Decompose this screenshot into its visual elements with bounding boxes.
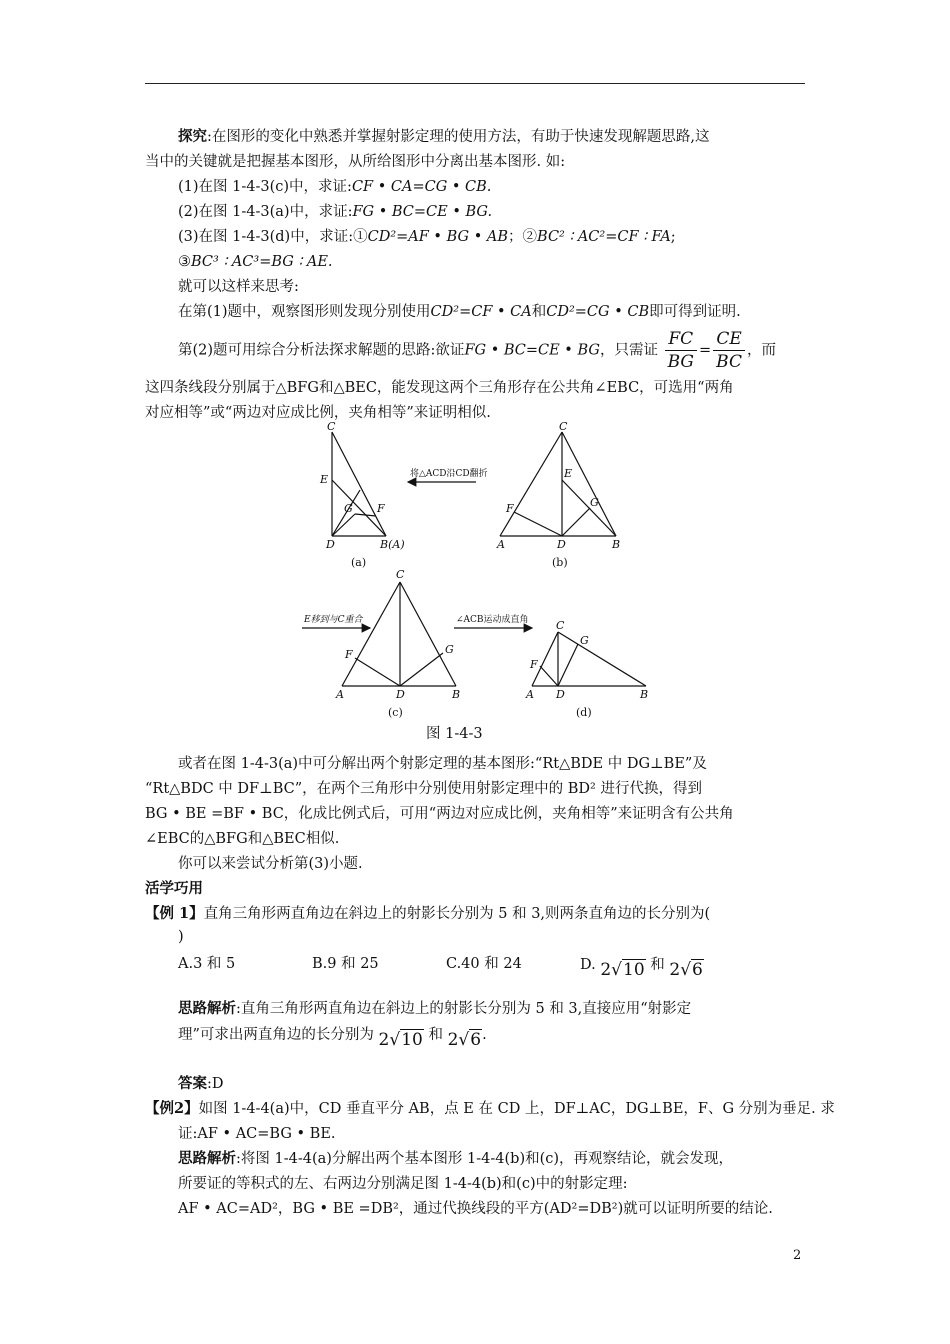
answer-2: 第(2)题可用综合分析法探求解题的思路:欲证FG • BC=CE • BG，只需证 $\frac{FC}{BG}$ = $\frac{CE}{BC}$ ，而 (178, 329, 776, 372)
label-d-c: C (556, 619, 565, 632)
label-b-e: E (564, 467, 573, 480)
answer-2-line-3: 对应相等”或“两边对应成比例，夹角相等”来证明相似. (145, 405, 491, 421)
label-c-d: D (396, 688, 405, 701)
sub-figure-b (500, 432, 616, 536)
arrow-c-label: E移到与C重合 (304, 615, 363, 625)
think-line: 就可以这样来思考: (178, 279, 299, 295)
example-2-tag: 【例2】 (145, 1100, 199, 1117)
example-2-solution-1: 思路解析:将图 1-4-4(a)分解出两个基本图形 1-4-4(b)和(c)，再观察结论，就会发现， (178, 1150, 734, 1167)
example-1-question-end: ) (178, 929, 184, 945)
label-d-a: A (526, 688, 534, 701)
fraction-fc-bg: $\frac{FC}{BG}$ (665, 328, 697, 373)
option-a: A.3 和 5 (178, 956, 236, 972)
label-d-g: G (580, 634, 589, 647)
label-b-a: A (497, 538, 505, 551)
arrow-ab-label: 将△ACD沿CD翻折 (410, 469, 488, 479)
answer-2-line-2: 这四条线段分别属于△BFG和△BEC，能发现这两个三角形存在公共角∠EBC，可选用“两角 (145, 380, 734, 396)
page-number: 2 (793, 1248, 802, 1263)
option-b: B.9 和 25 (312, 956, 379, 972)
question-2: (2)在图 1-4-3(a)中，求证:FG • BC=CE • BG. (178, 204, 493, 220)
explore-label: 探究 (178, 128, 207, 145)
sub-figure-d (532, 632, 646, 686)
label-c-c: C (396, 568, 405, 581)
sub-label-c: (c) (388, 706, 403, 719)
sub-label-d: (d) (576, 706, 592, 719)
label-c-b: B (452, 688, 461, 701)
figure-1-4-3 (300, 420, 670, 730)
alt-line-3: BG • BE =BF • BC，化成比例式后，可用“两边对应成比例，夹角相等”来证明含有公共角 (145, 806, 734, 822)
answer-1: 在第(1)题中，观察图形则发现分别使用CD²=CF • CA和CD²=CG • CB即可得到证明. (178, 304, 741, 320)
alt-line-4: ∠EBC的△BFG和△BEC相似. (145, 831, 340, 847)
example-2-question-1: 【例2】如图 1-4-4(a)中，CD 垂直平分 AB，点 E 在 CD 上，DF⊥AC，DG⊥BE，F、G 分别为垂足. 求 (145, 1100, 835, 1117)
option-c: C.40 和 24 (446, 956, 522, 972)
label-a-f: F (377, 502, 385, 515)
example-1-question: 【例 1】直角三角形两直角边在斜边上的射影长分别为 5 和 3,则两条直角边的长分别为( (145, 905, 711, 922)
example-2-question-2: 证:AF • AC=BG • BE. (178, 1126, 336, 1142)
example-2-solution-2: 所要证的等积式的左、右两边分别满足图 1-4-4(b)和(c)中的射影定理: (178, 1176, 628, 1192)
label-b-d: D (557, 538, 566, 551)
label-a-d: D (326, 538, 335, 551)
explore-line-1: 探究:在图形的变化中熟悉并掌握射影定理的使用方法，有助于快速发现解题思路,这 (178, 128, 710, 145)
example-1-solution-2: 理”可求出两直角边的长分别为 2√10 和 2√6. (178, 1027, 487, 1050)
example-1-answer: 答案:D (178, 1075, 224, 1092)
arrow-d-label: ∠ACB运动成直角 (456, 615, 529, 625)
sub-figure-a (332, 432, 386, 536)
alt-line-5: 你可以来尝试分析第(3)小题. (178, 856, 363, 872)
example-2-solution-3: AF • AC=AD²，BG • BE =DB²，通过代换线段的平方(AD²=DB²)就可以证明所要的结论. (178, 1201, 773, 1217)
label-b-g: G (590, 496, 599, 509)
example-1-tag: 【例 1】 (145, 905, 204, 922)
figure-caption: 图 1-4-3 (426, 726, 483, 742)
question-1: (1)在图 1-4-3(c)中，求证:CF • CA=CG • CB. (178, 179, 492, 195)
label-c-g: G (445, 643, 454, 656)
label-a-g: G (344, 502, 353, 515)
label-b-c: C (559, 420, 568, 433)
section-heading: 活学巧用 (145, 880, 203, 897)
label-a-ba: B(A) (380, 538, 405, 551)
alt-line-1: 或者在图 1-4-3(a)中可分解出两个射影定理的基本图形:“Rt△BDE 中 DG⊥BE”及 (178, 756, 707, 772)
alt-line-2: “Rt△BDC 中 DF⊥BC”，在两个三角形中分别使用射影定理中的 BD² 进行代换，得到 (145, 781, 702, 797)
label-b-f: F (506, 502, 514, 515)
question-3b: ③BC³ ∶ AC³=BG ∶ AE. (178, 254, 333, 270)
header-rule (145, 83, 805, 84)
example-1-solution-1: 思路解析:直角三角形两直角边在斜边上的射影长分别为 5 和 3,直接应用“射影定 (178, 1000, 692, 1017)
question-3: (3)在图 1-4-3(d)中，求证:①CD²=AF • BG • AB；②BC² ∶ AC²=CF ∶ FA; (178, 229, 676, 245)
label-c-f: F (345, 648, 353, 661)
sub-label-a: (a) (351, 556, 367, 569)
label-d-b: B (640, 688, 649, 701)
label-b-b: B (612, 538, 621, 551)
label-a-e: E (320, 473, 329, 486)
label-a-c: C (327, 420, 336, 433)
fraction-ce-bc: $\frac{CE}{BC}$ (713, 328, 745, 373)
label-c-a: A (336, 688, 344, 701)
sub-label-b: (b) (552, 556, 568, 569)
option-d: D. 2√10 和 2√6 (580, 957, 703, 980)
label-d-f: F (530, 658, 538, 671)
label-d-d: D (556, 688, 565, 701)
explore-line-2: 当中的关键就是把握基本图形，从所给图形中分离出基本图形. 如: (145, 154, 566, 170)
sub-figure-c (342, 582, 456, 686)
